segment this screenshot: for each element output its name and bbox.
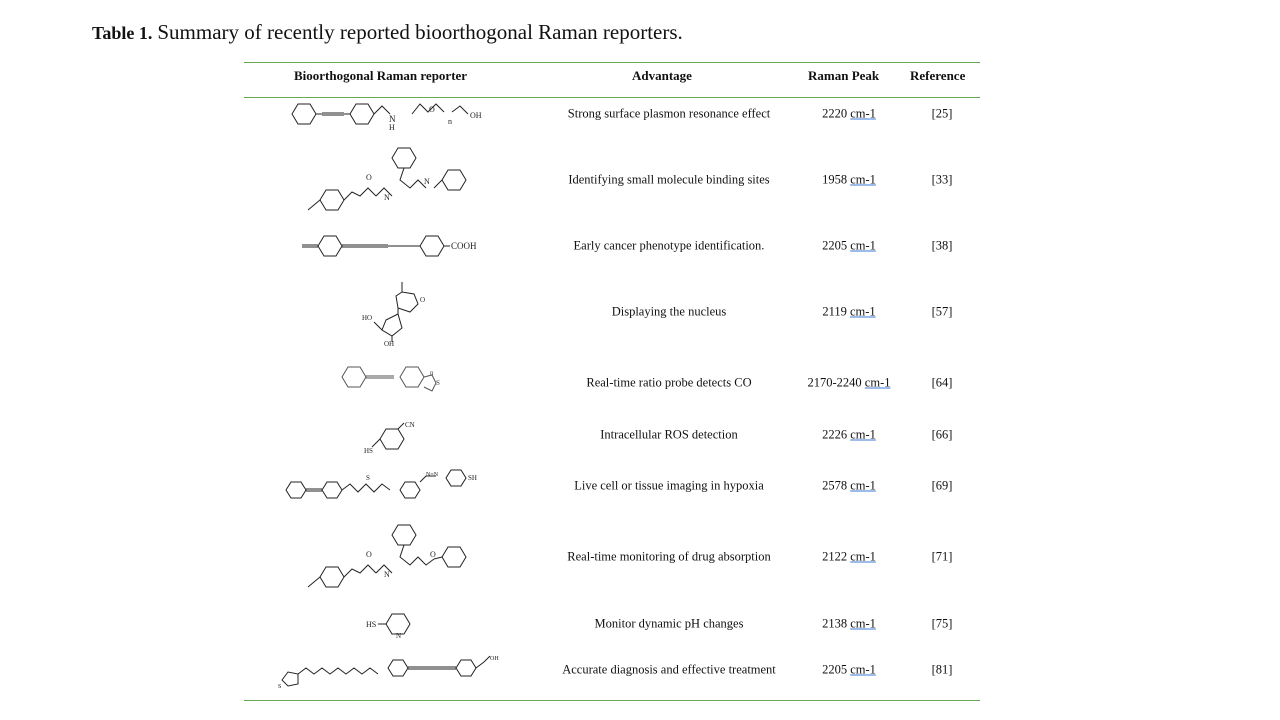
reference-cell: [25] <box>931 106 953 121</box>
reference-cell: [71] <box>931 549 953 564</box>
peak-cell <box>799 305 899 320</box>
advantage-cell: Strong surface plasmon resonance effect <box>567 106 771 121</box>
lipoamide-diyne-benzyl-alcohol-structure <box>278 654 508 693</box>
hydroxyl-label: OH <box>470 111 482 120</box>
peak-cell <box>799 239 899 254</box>
ethynyl-deoxyuridine-structure <box>362 280 432 351</box>
table-label: Table 1. <box>92 23 153 43</box>
advantage-cell: Displaying the nucleus <box>611 304 727 319</box>
repeat-n-label: n <box>448 117 452 126</box>
peak-unit: cm-1 <box>850 662 876 677</box>
advantage-cell: Live cell or tissue imaging in hypoxia <box>574 478 764 493</box>
cn-label: CN <box>405 421 415 429</box>
table-bottom-rule <box>244 700 980 701</box>
ester-o-label: O <box>430 550 436 559</box>
reference-cell: [57] <box>931 304 953 319</box>
advantage-cell: Accurate diagnosis and effective treatment <box>562 662 776 677</box>
peak-cell <box>799 376 899 391</box>
reference-cell: [33] <box>931 172 953 187</box>
peak-value: 2122 <box>822 549 848 564</box>
cooh-label: COOH <box>451 241 477 251</box>
caption-text: Summary of recently reported bioorthogonal Raman reporters. <box>157 20 683 44</box>
alkyne-benzyl-carbamate-peptide-structure <box>306 144 481 219</box>
header-reference: Reference <box>910 68 966 83</box>
diyne-benzoic-acid-structure <box>302 234 492 265</box>
peak-value: 2226 <box>822 427 848 442</box>
header-raman-peak: Raman Peak <box>808 68 880 83</box>
peak-unit: cm-1 <box>850 549 876 564</box>
peak-value: 2170-2240 <box>807 375 862 390</box>
pyridine-n-label: N <box>396 632 402 640</box>
mercaptopyridine-structure <box>366 610 416 645</box>
peak-value: 2205 <box>822 662 848 677</box>
hs-label: HS <box>364 447 373 455</box>
peak-unit: cm-1 <box>850 616 876 631</box>
advantage-cell: Identifying small molecule binding sites <box>568 172 770 187</box>
advantage-cell: Real-time ratio probe detects CO <box>586 375 752 390</box>
header-advantage: Advantage <box>632 68 692 83</box>
disulfide-s-label: S <box>278 684 282 690</box>
reference-cell: [81] <box>931 662 953 677</box>
phenylethynyl-benzothiadiazole-structure <box>342 363 452 412</box>
peak-unit: cm-1 <box>864 375 891 390</box>
carbonyl-o-label: O <box>366 173 372 182</box>
azo-thiol-alkyne-structure <box>286 468 496 511</box>
peak-unit: cm-1 <box>850 106 876 121</box>
peak-value: 2205 <box>822 238 848 253</box>
hs-label: HS <box>366 620 377 629</box>
reference-cell: [64] <box>931 375 953 390</box>
data-table <box>244 62 980 702</box>
amide-n2-label: N <box>424 177 430 186</box>
thiol-sh-label: SH <box>468 474 477 482</box>
peak-cell <box>799 479 899 494</box>
peak-unit: cm-1 <box>850 427 876 442</box>
o-label: O <box>420 296 426 304</box>
advantage-cell: Intracellular ROS detection <box>600 427 738 442</box>
mercaptobenzonitrile-structure <box>364 421 424 458</box>
azo-label: N=N <box>426 472 439 478</box>
reference-cell: [75] <box>931 616 953 631</box>
reference-cell: [66] <box>931 427 953 442</box>
amine-n-label: N <box>389 114 396 124</box>
peak-cell <box>799 617 899 632</box>
amide-n-label: N <box>384 570 390 579</box>
advantage-cell: Real-time monitoring of drug absorption <box>567 549 771 564</box>
peak-value: 2220 <box>822 106 848 121</box>
peak-value: 2138 <box>822 616 848 631</box>
thioether-s-label: S <box>366 474 370 482</box>
oh-label: OH <box>384 340 395 348</box>
peak-cell <box>799 107 899 122</box>
carbonyl-o-label: O <box>366 550 372 559</box>
peak-unit: cm-1 <box>850 478 876 493</box>
amide-n-label: N <box>384 193 390 202</box>
peak-cell <box>799 663 899 678</box>
advantage-cell: Early cancer phenotype identification. <box>573 238 765 253</box>
peak-cell <box>799 173 899 188</box>
peak-unit: cm-1 <box>850 238 876 253</box>
alkyne-carbamate-ester-structure <box>306 521 481 596</box>
peak-value: 2578 <box>822 478 848 493</box>
peak-value: 1958 <box>822 172 848 187</box>
table-header-rule <box>244 97 980 98</box>
table-caption <box>92 20 683 45</box>
ho-label: HO <box>362 314 373 322</box>
header-reporter: Bioorthogonal Raman reporter <box>294 68 468 83</box>
peak-unit: cm-1 <box>850 172 876 187</box>
ether-o-label: O <box>429 105 435 114</box>
table-top-rule <box>244 62 980 63</box>
amine-h-label: H <box>389 123 395 132</box>
peak-unit: cm-1 <box>849 304 876 319</box>
thiadiazole-s-label: S <box>436 379 440 387</box>
reference-cell: [38] <box>931 238 953 253</box>
advantage-cell: Monitor dynamic pH changes <box>594 616 744 631</box>
peak-value: 2119 <box>822 304 847 319</box>
peak-cell <box>799 428 899 443</box>
peak-cell <box>799 550 899 565</box>
alcohol-oh-label: OH <box>490 656 499 662</box>
phenyl-alkyne-peg-amine-structure <box>292 102 502 137</box>
reference-cell: [69] <box>931 478 953 493</box>
thiadiazole-n-label: n <box>430 369 434 377</box>
